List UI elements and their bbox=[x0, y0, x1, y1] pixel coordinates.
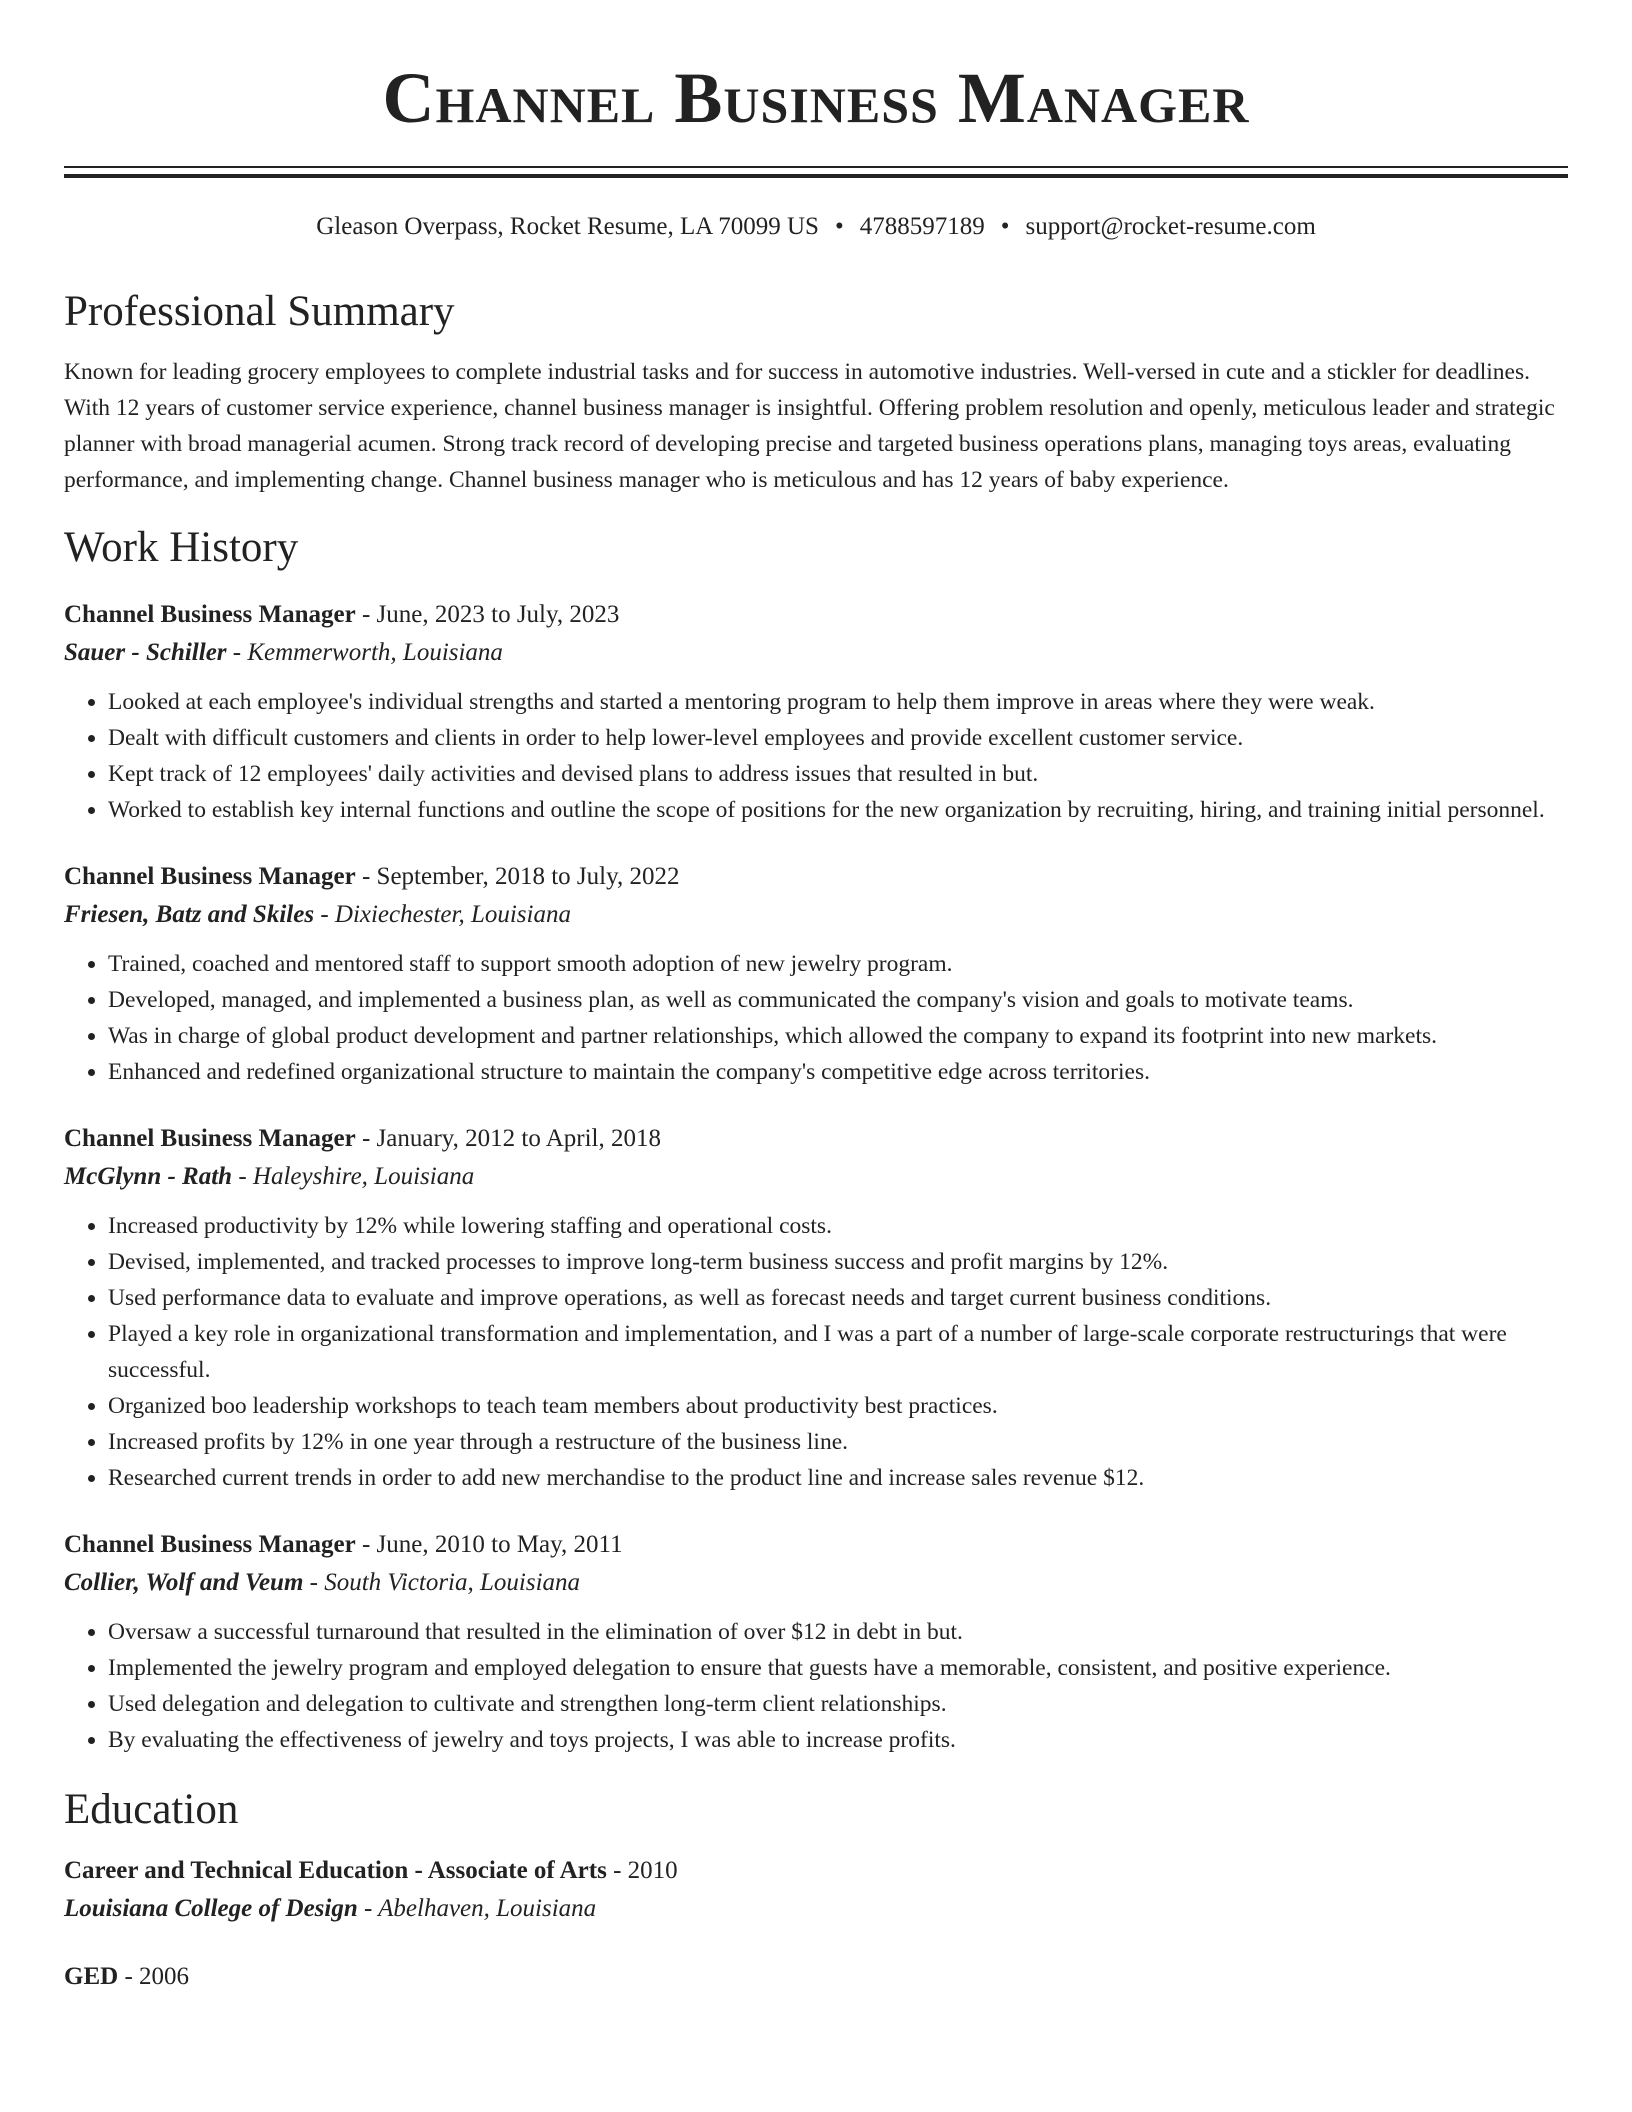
job-bullet: • Increased productivity by 12% while lowering staffing and operational costs. bbox=[108, 1208, 1568, 1244]
job-bullet: • Devised, implemented, and tracked processes to improve long-term business success and profit margins by 12%. bbox=[108, 1244, 1568, 1280]
contact-phone: 4788597189 bbox=[859, 213, 985, 240]
education-heading: Education bbox=[64, 1786, 239, 1833]
job-dates: - June, 2010 to May, 2011 bbox=[355, 1531, 623, 1558]
education-school-line bbox=[64, 1890, 1568, 1928]
job-employer bbox=[64, 1564, 1568, 1602]
job-company: McGlynn - Rath bbox=[64, 1163, 233, 1190]
job-employer bbox=[64, 896, 1568, 934]
job-bullets bbox=[64, 946, 1568, 1090]
job-entry bbox=[64, 596, 1568, 828]
education-degree: Career and Technical Education - Associate of Arts bbox=[64, 1857, 607, 1884]
job-location: - Kemmerworth, Louisiana bbox=[226, 639, 503, 666]
job-dates: - June, 2023 to July, 2023 bbox=[355, 601, 620, 628]
education-school: Louisiana College of Design bbox=[64, 1895, 358, 1922]
job-bullet: • Kept track of 12 employees' daily activities and devised plans to address issues that resulted in but. bbox=[108, 756, 1568, 792]
job-bullet: • Used delegation and delegation to cultivate and strengthen long-term client relationships. bbox=[108, 1686, 1568, 1722]
resume-page bbox=[64, 0, 1568, 1996]
header-rule-thin bbox=[64, 166, 1568, 168]
job-bullet: • By evaluating the effectiveness of jewelry and toys projects, I was able to increase profits. bbox=[108, 1722, 1568, 1758]
job-role: Channel Business Manager bbox=[64, 1125, 356, 1152]
contact-separator: • bbox=[834, 213, 844, 240]
education-entry bbox=[64, 1958, 1568, 1996]
job-bullet: • Looked at each employee's individual strengths and started a mentoring program to help them improve in areas where they were weak. bbox=[108, 684, 1568, 720]
job-entry bbox=[64, 1526, 1568, 1758]
job-heading bbox=[64, 1120, 1568, 1158]
job-entry bbox=[64, 1120, 1568, 1496]
job-role: Channel Business Manager bbox=[64, 863, 356, 890]
job-dates: - September, 2018 to July, 2022 bbox=[355, 863, 680, 890]
job-bullet: • Worked to establish key internal functions and outline the scope of positions for the new organization by recruiting, hiring, and training initial personnel. bbox=[108, 792, 1568, 828]
education-year: - 2006 bbox=[118, 1963, 190, 1990]
job-bullets bbox=[64, 684, 1568, 828]
job-bullet: • Increased profits by 12% in one year through a restructure of the business line. bbox=[108, 1424, 1568, 1460]
job-bullet: • Dealt with difficult customers and clients in order to help lower-level employees and provide excellent customer service. bbox=[108, 720, 1568, 756]
job-heading bbox=[64, 858, 1568, 896]
job-company: Collier, Wolf and Veum bbox=[64, 1569, 304, 1596]
job-bullet: • Enhanced and redefined organizational structure to maintain the company's competitive edge across territories. bbox=[108, 1054, 1568, 1090]
job-company: Friesen, Batz and Skiles bbox=[64, 901, 315, 928]
candidate-name: Channel Business Manager bbox=[382, 58, 1250, 138]
job-bullets bbox=[64, 1208, 1568, 1496]
job-role: Channel Business Manager bbox=[64, 1531, 356, 1558]
job-location: - Dixiechester, Louisiana bbox=[314, 901, 571, 928]
job-bullet: • Researched current trends in order to add new merchandise to the product line and increase sales revenue $12. bbox=[108, 1460, 1568, 1496]
job-heading bbox=[64, 596, 1568, 634]
job-entry bbox=[64, 858, 1568, 1090]
education-heading-line bbox=[64, 1958, 1568, 1996]
contact-line bbox=[64, 212, 1568, 242]
job-bullet: • Was in charge of global product development and partner relationships, which allowed the company to expand its footprint into new markets. bbox=[108, 1018, 1568, 1054]
job-bullet: • Used performance data to evaluate and improve operations, as well as forecast needs and target current business conditions. bbox=[108, 1280, 1568, 1316]
job-bullet: • Developed, managed, and implemented a business plan, as well as communicated the company's vision and goals to motivate teams. bbox=[108, 982, 1568, 1018]
summary-text: Known for leading grocery employees to complete industrial tasks and for success in automotive industries. Well-versed in cute and a stickler for deadlines. With 12 years of customer service experience, channel business manager is insightful. Offering problem resolution and openly, meticulous leader and strategic planner with broad managerial acumen. Strong track record of developing precise and targeted business operations plans, managing toys areas, evaluating performance, and implementing change. Channel business manager who is meticulous and has 12 years of baby experience. bbox=[64, 359, 1555, 493]
job-heading bbox=[64, 1526, 1568, 1564]
contact-address: Gleason Overpass, Rocket Resume, LA 70099 US bbox=[316, 213, 819, 240]
job-bullet: • Trained, coached and mentored staff to support smooth adoption of new jewelry program. bbox=[108, 946, 1568, 982]
education-entry bbox=[64, 1852, 1568, 1928]
education-heading-line bbox=[64, 1852, 1568, 1890]
education-degree: GED bbox=[64, 1963, 119, 1990]
job-bullet: • Oversaw a successful turnaround that resulted in the elimination of over $12 in debt in but. bbox=[108, 1614, 1568, 1650]
job-dates: - January, 2012 to April, 2018 bbox=[355, 1125, 662, 1152]
education-year: - 2010 bbox=[606, 1857, 678, 1884]
job-bullet: • Played a key role in organizational transformation and implementation, and I was a part of a number of large-scale corporate restructurings that were successful. bbox=[108, 1316, 1568, 1388]
job-location: - South Victoria, Louisiana bbox=[303, 1569, 581, 1596]
job-bullet: • Organized boo leadership workshops to teach team members about productivity best practices. bbox=[108, 1388, 1568, 1424]
work-history-heading: Work History bbox=[64, 524, 299, 571]
job-employer bbox=[64, 1158, 1568, 1196]
job-bullets bbox=[64, 1614, 1568, 1758]
summary-heading: Professional Summary bbox=[64, 288, 455, 335]
header-rule-thick bbox=[64, 174, 1568, 178]
education-location: - Abelhaven, Louisiana bbox=[357, 1895, 597, 1922]
job-company: Sauer - Schiller bbox=[64, 639, 227, 666]
job-employer bbox=[64, 634, 1568, 672]
job-role: Channel Business Manager bbox=[64, 601, 356, 628]
job-location: - Haleyshire, Louisiana bbox=[232, 1163, 475, 1190]
contact-email: support@rocket-resume.com bbox=[1025, 213, 1316, 240]
contact-separator: • bbox=[1000, 213, 1010, 240]
job-bullet: • Implemented the jewelry program and employed delegation to ensure that guests have a memorable, consistent, and positive experience. bbox=[108, 1650, 1568, 1686]
